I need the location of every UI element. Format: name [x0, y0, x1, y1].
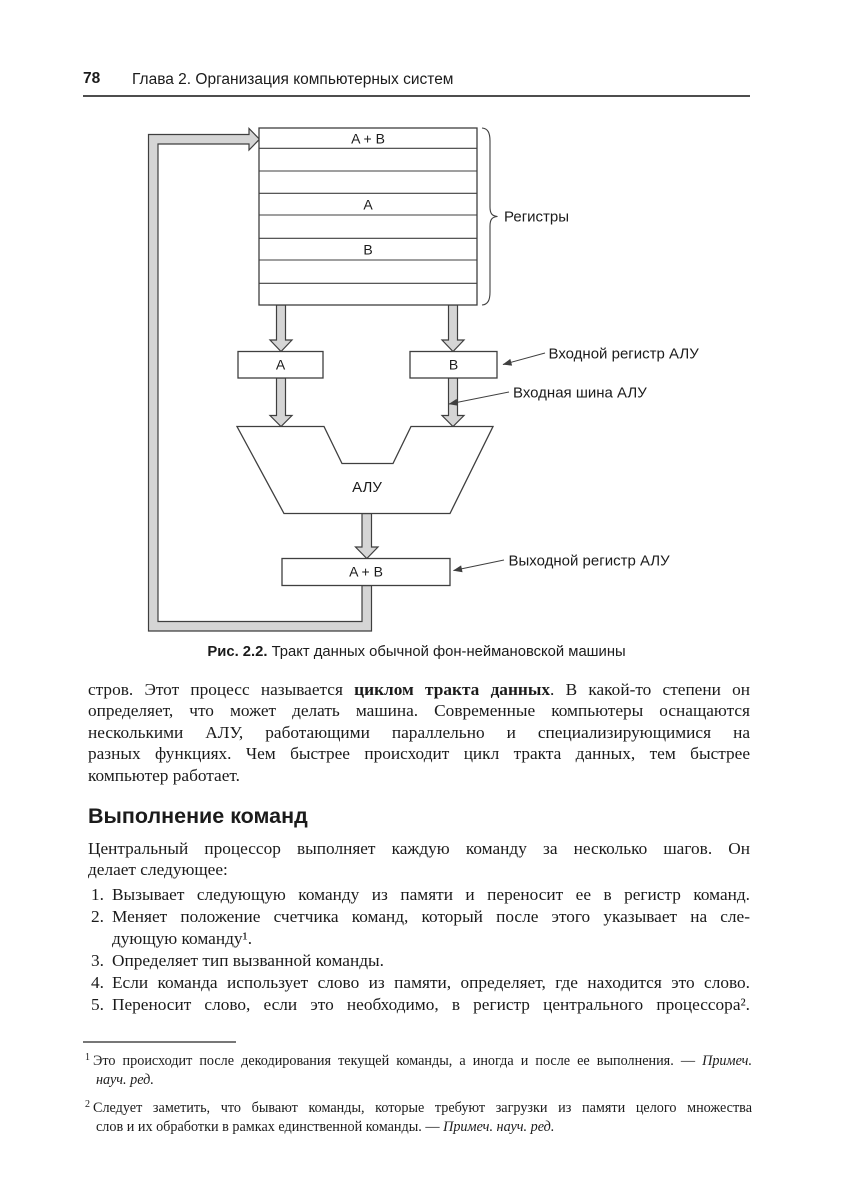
figure-caption-text: Тракт данных обычной фон-неймановской машины	[267, 644, 626, 660]
step-number: 3.	[91, 950, 104, 970]
body-paragraph-1	[88, 679, 750, 786]
input-register-a-label: A	[275, 356, 286, 373]
step-2	[91, 906, 750, 928]
header-rule	[83, 95, 750, 97]
footnote-marker: 1	[85, 1052, 90, 1063]
register-row-b-label: B	[363, 241, 373, 258]
paragraph-line: компьютер работает.	[88, 765, 240, 785]
alu-shape	[237, 427, 493, 514]
footnote-line	[85, 1118, 752, 1137]
footnote-line	[85, 1096, 752, 1118]
paragraph-text: . В какой-то степени он	[550, 680, 750, 699]
figure-diagram	[0, 110, 841, 645]
callout-input-register-arrow	[503, 353, 545, 365]
paragraph-line: разных функциях. Чем быстрее происходит цикл тракта данных, тем быстрее	[88, 744, 750, 764]
section-intro-paragraph	[88, 838, 750, 881]
paragraph-bold-text: циклом тракта данных	[354, 680, 550, 699]
step-2-continuation: дующую команду¹.	[112, 928, 253, 948]
chapter-title: Глава 2. Организация компьютерных систем	[132, 71, 454, 88]
footnote-text: Следует заметить, что бывают команды, которые требуют загрузки из памяти целого множества	[93, 1100, 752, 1116]
footnote-text: слов и их обработки в рамках единственной команды. —	[96, 1118, 444, 1135]
step-text: Переносит слово, если это необходимо, в регистр центрального процессора².	[112, 994, 750, 1014]
footnote-rule	[83, 1041, 236, 1043]
step-5	[91, 994, 750, 1016]
alu-label: АЛУ	[352, 479, 382, 496]
output-register-label: A + B	[349, 563, 383, 580]
paragraph-line: определяет, что может делать машина. Современные компьютеры оснащаются	[88, 701, 750, 721]
alu-output-bus-arrow	[356, 514, 379, 559]
step-3	[91, 950, 750, 972]
footnote-2	[85, 1096, 752, 1136]
footnote-italic-text: Примеч. науч. ред.	[443, 1118, 555, 1135]
footnote-1	[85, 1049, 752, 1089]
paragraph-line: Центральный процессор выполняет каждую команду за несколько шагов. Он	[88, 839, 750, 858]
page-number: 78	[83, 70, 101, 87]
bus-registers-to-b-arrow	[442, 305, 464, 352]
step-text: Вызывает следующую команду из памяти и переносит ее в регистр команд.	[112, 885, 750, 904]
step-number: 5.	[91, 994, 104, 1014]
register-row-top-label: A + B	[351, 130, 385, 147]
step-1	[91, 884, 750, 906]
alu-input-bus-b-arrow	[442, 378, 464, 427]
input-register-b-label: B	[448, 356, 459, 373]
registers-brace	[482, 128, 498, 305]
registers-label: Регистры	[504, 208, 570, 226]
callout-output-register-arrow	[454, 560, 505, 571]
alu-input-bus-a-arrow	[270, 378, 292, 427]
paragraph-line: несколькими АЛУ, работающими параллельно и специализирующимися на	[88, 722, 750, 742]
footnote-text: Это происходит после декодирования текущей команды, а иногда и после ее выполнения. —	[93, 1053, 703, 1069]
figure-caption-number: Рис. 2.2.	[207, 644, 268, 660]
register-file-box	[259, 128, 477, 305]
paragraph-line: делает следующее:	[88, 860, 228, 880]
step-4	[91, 972, 750, 994]
footnote-line	[85, 1049, 752, 1071]
step-number: 1.	[91, 885, 104, 904]
callout-input-bus-label: Входная шина АЛУ	[513, 384, 647, 402]
footnote-line: науч. ред.	[96, 1071, 154, 1088]
footnote-marker: 2	[85, 1099, 90, 1110]
figure-caption	[83, 644, 750, 660]
step-number: 2.	[91, 906, 104, 926]
steps-list	[91, 884, 750, 1015]
callout-output-register-label: Выходной регистр АЛУ	[508, 552, 670, 570]
step-text: Определяет тип вызванной команды.	[112, 950, 384, 970]
callout-input-register-label: Входной регистр АЛУ	[548, 345, 699, 363]
paragraph-text: стров. Этот процесс называется	[88, 680, 355, 699]
step-text: Если команда использует слово из памяти, определяет, где находится это слово.	[112, 972, 750, 992]
footnotes	[85, 1049, 752, 1136]
paragraph-line	[88, 679, 750, 700]
step-number: 4.	[91, 972, 104, 992]
footnote-italic-text: Примеч.	[702, 1053, 752, 1069]
register-row-a-label: A	[363, 196, 373, 213]
section-heading: Выполнение команд	[88, 804, 308, 828]
bus-registers-to-a-arrow	[270, 305, 292, 352]
step-text: Меняет положение счетчика команд, который после этого указывает на сле-	[112, 906, 750, 926]
